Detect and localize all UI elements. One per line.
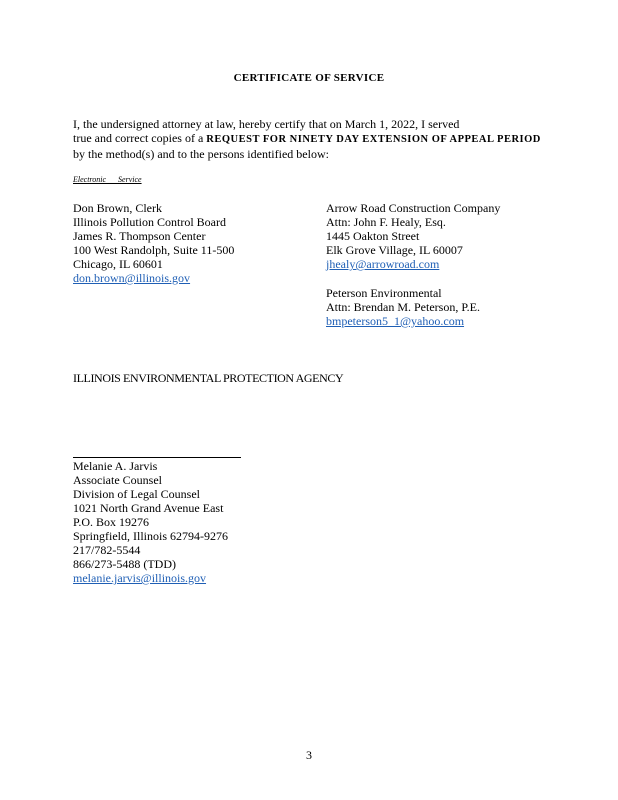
recipient-line: Elk Grove Village, IL 60007 [326, 243, 463, 257]
service-method-label: Electronic Service [73, 175, 142, 184]
signer-line: P.O. Box 19276 [73, 515, 150, 529]
page-number: 3 [306, 748, 312, 762]
recipient-email-link[interactable]: bmpeterson5_1@yahoo.com [326, 314, 465, 328]
signer-block [73, 459, 228, 585]
signer-line: 1021 North Grand Avenue East [73, 501, 224, 515]
signature-line [73, 457, 241, 458]
recipient-arrow-road [326, 201, 500, 271]
certification-paragraph [73, 117, 543, 161]
recipient-email-link[interactable]: jhealy@arrowroad.com [326, 257, 440, 271]
recipient-line: Illinois Pollution Control Board [73, 215, 227, 229]
recipient-line: Attn: John F. Healy, Esq. [326, 215, 446, 229]
page-title: CERTIFICATE OF SERVICE [233, 72, 385, 84]
intro-line-3: by the method(s) and to the persons identified below: [73, 147, 329, 161]
signer-line: 217/782-5544 [73, 543, 141, 557]
signer-line: Associate Counsel [73, 473, 162, 487]
intro-line-2 [73, 131, 543, 147]
signer-line: Division of Legal Counsel [73, 487, 200, 501]
recipient-line: James R. Thompson Center [73, 229, 206, 243]
agency-name: ILLINOIS ENVIRONMENTAL PROTECTION AGENCY [73, 371, 344, 385]
intro-line-1: I, the undersigned attorney at law, hereby certify that on March 1, 2022, I served [73, 117, 460, 131]
recipient-line: 100 West Randolph, Suite 11-500 [73, 243, 235, 257]
signer-line: Melanie A. Jarvis [73, 459, 158, 473]
recipient-clerk [73, 201, 234, 285]
recipient-peterson [326, 286, 480, 328]
recipient-line: Peterson Environmental [326, 286, 442, 300]
signer-line: Springfield, Illinois 62794-9276 [73, 529, 228, 543]
intro-line-2-text: true and correct copies of a [73, 131, 207, 145]
document-name: REQUEST FOR NINETY DAY EXTENSION OF APPEAL PERIOD [206, 134, 541, 145]
recipient-line: Chicago, IL 60601 [73, 257, 163, 271]
signer-email-link[interactable]: melanie.jarvis@illinois.gov [73, 571, 207, 585]
recipient-line: 1445 Oakton Street [326, 229, 420, 243]
recipient-line: Don Brown, Clerk [73, 201, 162, 215]
recipient-line: Arrow Road Construction Company [326, 201, 501, 215]
recipient-email-link[interactable]: don.brown@illinois.gov [73, 271, 191, 285]
signer-line: 866/273-5488 (TDD) [73, 557, 176, 571]
recipient-line: Attn: Brendan M. Peterson, P.E. [326, 300, 480, 314]
